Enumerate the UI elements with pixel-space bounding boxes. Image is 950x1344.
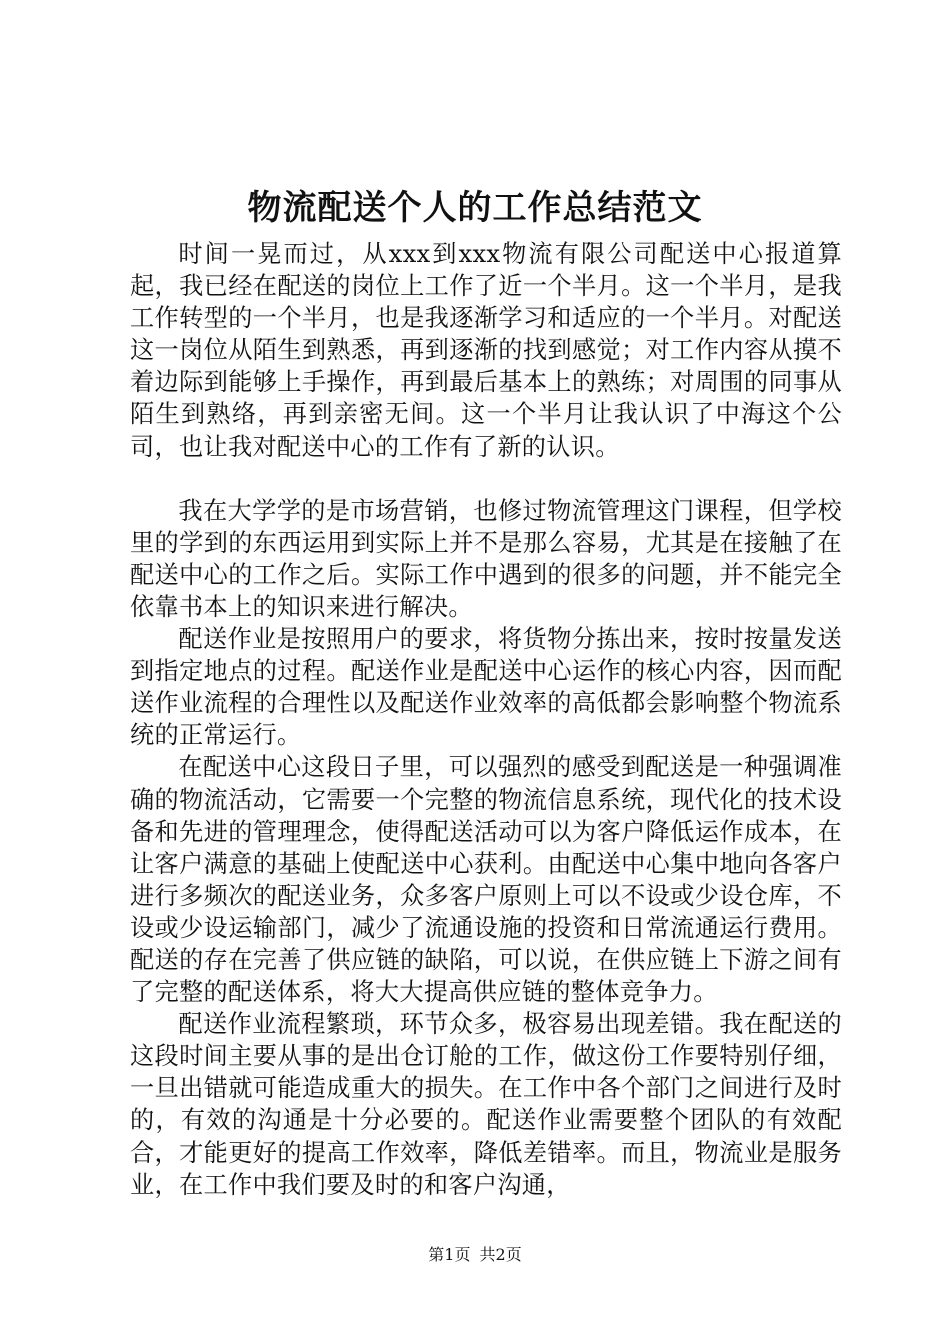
document-body [130, 238, 842, 1201]
page-footer [0, 1244, 950, 1266]
paragraph-workflow: 配送作业流程繁琐，环节众多，极容易出现差错。我在配送的这段时间主要从事的是出仓订舱的工作，做这份工作要特别仔细，一旦出错就可能造成重大的损失。在工作中各个部门之间进行及时的，有效的沟通是十分必要的。配送作业需要整个团队的有效配合，才能更好的提高工作效率，降低差错率。而且，物流业是服务业，在工作中我们要及时的和客户沟通， [130, 1010, 842, 1199]
document-title: 物流配送个人的工作总结范文 [247, 188, 703, 228]
paragraph-delivery-center: 在配送中心这段日子里，可以强烈的感受到配送是一种强调准确的物流活动，它需要一个完整的物流信息系统，现代化的技术设备和先进的管理理念，使得配送活动可以为客户降低运作成本，在让客户满意的基础上使配送中心获利。由配送中心集中地向各客户进行多频次的配送业务，众多客户原则上可以不设或少设仓库，不设或少设运输部门，减少了流通设施的投资和日常流通运行费用。配送的存在完善了供应链的缺陷，可以说，在供应链上下游之间有了完整的配送体系，将大大提高供应链的整体竞争力。 [130, 753, 842, 1007]
paragraph-intro: 时间一晃而过，从xxx到xxx物流有限公司配送中心报道算起，我已经在配送的岗位上工作了近一个半月。这一个半月，是我工作转型的一个半月，也是我逐渐学习和适应的一个半月。对配送这一岗位从陌生到熟悉，再到逐渐的找到感觉；对工作内容从摸不着边际到能够上手操作，再到最后基本上的熟练；对周围的同事从陌生到熟络，再到亲密无间。这一个半月让我认识了中海这个公司，也让我对配送中心的工作有了新的认识。 [130, 240, 842, 461]
page-total: 共2页 [479, 1245, 522, 1264]
paragraph-delivery-definition: 配送作业是按照用户的要求，将货物分拣出来，按时按量发送到指定地点的过程。配送作业是配送中心运作的核心内容，因而配送作业流程的合理性以及配送作业效率的高低都会影响整个物流系统的正常运行。 [130, 625, 842, 750]
paragraph-education: 我在大学学的是市场营销，也修过物流管理这门课程，但学校里的学到的东西运用到实际上并不是那么容易，尤其是在接触了在配送中心的工作之后。实际工作中遇到的很多的问题，并不能完全依靠书本上的知识来进行解决。 [130, 496, 842, 621]
page-number: 第1页 [428, 1245, 471, 1264]
